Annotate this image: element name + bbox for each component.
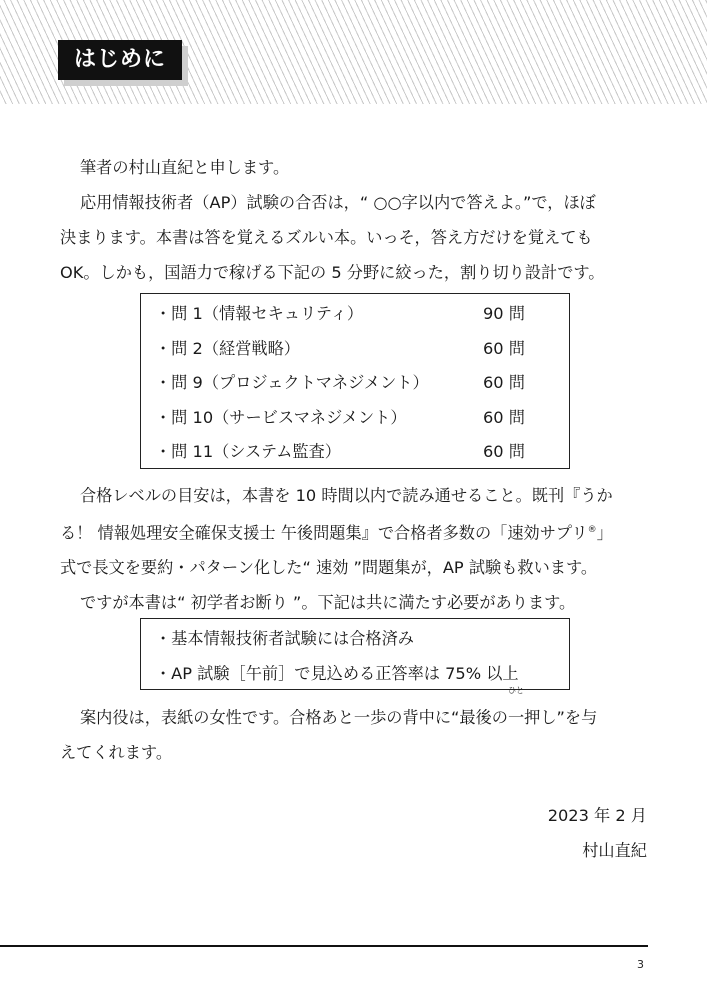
middle-line-4: ですが本書は“ 初学者お断り ”。下記は共に満たす必要があります。 [80, 593, 576, 613]
footer-rule [0, 945, 648, 947]
topic-label: ・問 9（プロジェクトマネジメント） [155, 373, 429, 392]
middle-line-2-text: る！ 情報処理安全確保支援士 午後問題集』で合格者多数の「速効サプリ [60, 523, 588, 543]
signature-block [548, 798, 647, 868]
heading-block [58, 40, 188, 86]
registered-mark: ® [587, 525, 597, 535]
topic-label: ・問 1（情報セキュリティ） [155, 304, 364, 323]
topic-row [155, 401, 569, 436]
signature-author: 村山直紀 [582, 841, 647, 860]
ruby-text: ひと [508, 686, 525, 695]
middle-line-3: 式で長文を要約・パターン化した“ 速効 ”問題集が，AP 試験も救います。 [60, 558, 598, 578]
signature-date: 2023 年 2 月 [547, 806, 647, 825]
page-number: 3 [637, 958, 644, 971]
middle-line-2 [60, 513, 650, 550]
topics-box [140, 293, 570, 469]
topic-count: 60 問 [483, 442, 525, 461]
ruby-annotation [507, 686, 525, 735]
closing-line-1-end: 押し”を与 [524, 708, 598, 727]
intro-paragraph-2-line-3: OK。しかも，国語力で稼げる下記の 5 分野に絞った，割り切り設計です。 [60, 263, 605, 282]
topic-row [155, 366, 569, 401]
topic-count: 60 問 [483, 338, 525, 358]
ruby-base: 一 [507, 708, 525, 727]
closing-section [60, 686, 650, 770]
requirements-box [140, 618, 570, 690]
middle-line-2-end: 」 [596, 523, 613, 543]
topic-row [155, 332, 569, 367]
closing-line-1 [60, 686, 650, 735]
intro-paragraph-2-line-2: 決まります。本書は答を覚えるズルい本。いっそ，答え方だけを覚えても [60, 228, 593, 247]
intro-section [60, 150, 650, 290]
topic-row [155, 435, 569, 470]
page-title: はじめに [58, 40, 182, 80]
closing-line-2: えてくれます。 [60, 743, 173, 762]
requirement-item: ・AP 試験［午前］で見込める正答率は 75% 以上 [155, 663, 519, 683]
intro-paragraph-2-line-1: 応用情報技術者（AP）試験の合否は，“ ○○字以内で答えよ。”で，ほぼ [80, 193, 596, 212]
topic-count: 90 問 [483, 304, 525, 323]
topic-label: ・問 11（システム監査） [155, 442, 341, 461]
closing-line-1-start: 案内役は，表紙の女性です。合格あと一歩の背中に“最後の [80, 708, 508, 727]
requirement-item: ・基本情報技術者試験には合格済み [155, 629, 414, 648]
topic-label: ・問 10（サービスマネジメント） [155, 407, 407, 427]
topic-label: ・問 2（経営戦略） [155, 338, 300, 358]
topic-row [155, 297, 569, 332]
middle-line-1: 合格レベルの目安は，本書を 10 時間以内で読み通せること。既刊『うか [80, 486, 613, 505]
topic-count: 60 問 [483, 407, 525, 427]
topic-count: 60 問 [483, 373, 525, 392]
intro-paragraph-1: 筆者の村山直紀と申します。 [80, 158, 290, 177]
middle-section [60, 478, 650, 620]
